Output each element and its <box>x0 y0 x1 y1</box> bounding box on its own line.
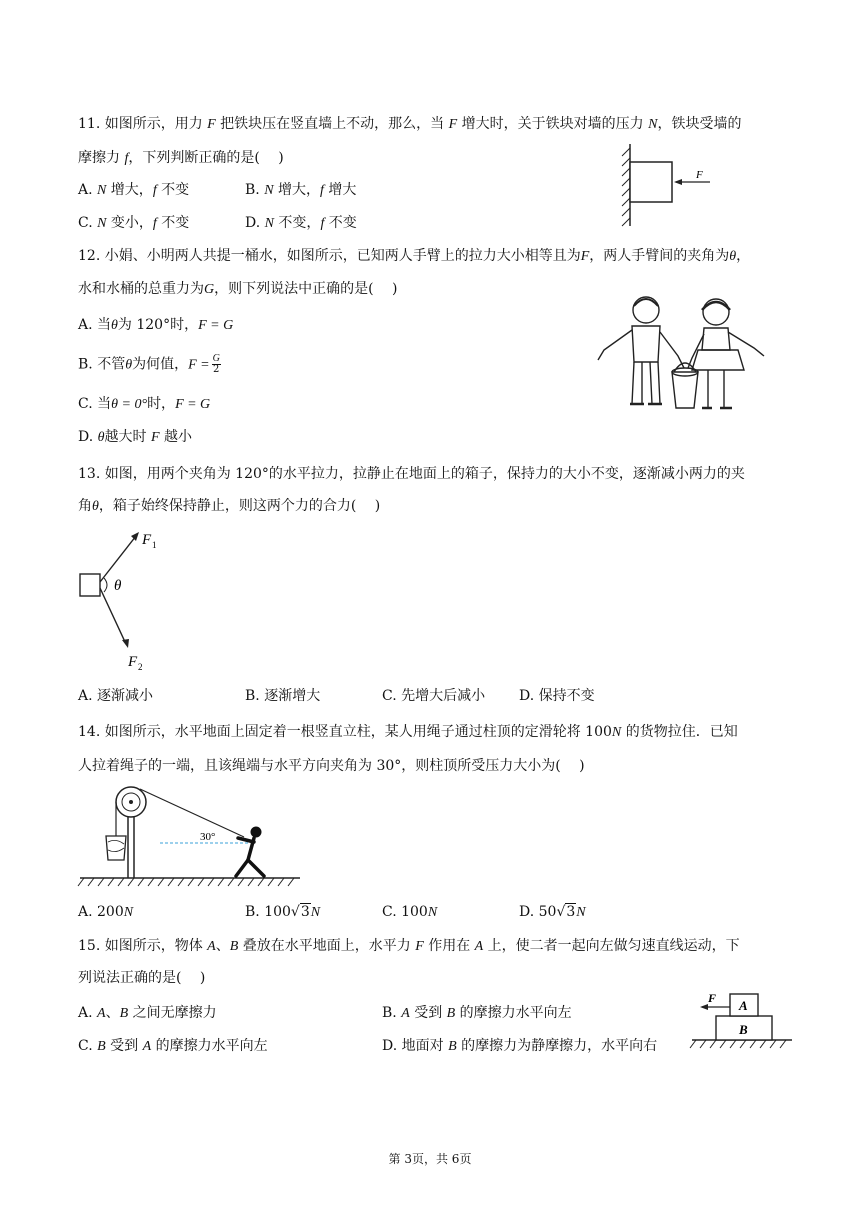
q15-figure-a: A <box>739 998 748 1013</box>
q13-option-c[interactable]: C. 先增大后减小 <box>382 688 486 704</box>
q12-stem-line2: 水和水桶的总重力为G，则下列说法中正确的是( ) <box>78 281 398 297</box>
q13-figure-f1-sub: 1 <box>152 540 157 550</box>
q13-figure-box-forces <box>76 526 186 676</box>
q15-figure-b: B <box>739 1022 748 1037</box>
q13-figure-theta: θ <box>114 578 122 594</box>
q12-fraction-g-over-2: $\frac{G}{2}$ <box>212 353 220 375</box>
q14-option-c[interactable]: C. 100N <box>382 904 438 920</box>
q15-option-a[interactable]: A. A、B 之间无摩擦力 <box>78 1005 217 1021</box>
q12-option-c[interactable]: C. 当θ = 0°时，F = G <box>78 396 211 412</box>
q12-option-a[interactable]: A. 当θ为 120°时，F = G <box>78 317 234 333</box>
q15-option-b[interactable]: B. A 受到 B 的摩擦力水平向左 <box>382 1005 572 1021</box>
q14-option-d[interactable]: D. 50√3N <box>519 904 586 920</box>
q13-figure-f2-sub: 2 <box>138 662 143 672</box>
q11-stem-line2: 摩擦力 f，下列判断正确的是( ) <box>78 150 284 166</box>
q13-figure-f2: F <box>128 654 138 670</box>
q11-figure-wall-block <box>616 140 726 230</box>
q11-option-a[interactable]: A. N 增大，f 不变 <box>78 182 190 198</box>
q15-figure-f: F <box>708 991 717 1005</box>
q15-stem-line2: 列说法正确的是( ) <box>78 970 206 986</box>
q13-stem-line1: 13. 如图，用两个夹角为 120°的水平拉力，拉静止在地面上的箱子，保持力的大小不变，逐渐减小两力的夹 <box>78 466 745 482</box>
q13-option-a[interactable]: A. 逐渐减小 <box>78 688 154 704</box>
q13-figure-f1: F <box>142 532 152 548</box>
q14-stem-line2: 人拉着绳子的一端，且该绳端与水平方向夹角为 30°，则柱顶所受压力大小为( ) <box>78 758 585 774</box>
q15-stem-line1: 15. 如图所示，物体 A、B 叠放在水平地面上，水平力 F 作用在 A 上，使二者一起向左做匀速直线运动，下 <box>78 938 740 954</box>
q15-option-c[interactable]: C. B 受到 A 的摩擦力水平向左 <box>78 1038 268 1054</box>
q12-figure-two-kids-bucket <box>594 292 770 422</box>
q13-option-b[interactable]: B. 逐渐增大 <box>245 688 321 704</box>
q12-option-d[interactable]: D. θ越大时 F 越小 <box>78 429 192 445</box>
q14-stem-line1: 14. 如图所示，水平地面上固定着一根竖直立柱，某人用绳子通过柱顶的定滑轮将 100N 的货物拉住．已知 <box>78 724 738 740</box>
q11-figure-label-f: F <box>696 169 703 181</box>
q12-option-b[interactable]: B. 不管θ为何值，F = $\frac{G}{2}$ <box>78 353 220 375</box>
q11-option-c[interactable]: C. N 变小，f 不变 <box>78 215 190 231</box>
q14-option-b[interactable]: B. 100√3N <box>245 904 321 920</box>
q12-stem-line1: 12. 小娟、小明两人共提一桶水，如图所示，已知两人手臂上的拉力大小相等且为F，两人手臂间的夹角为θ， <box>78 248 751 264</box>
q11-option-d[interactable]: D. N 不变，f 不变 <box>245 215 357 231</box>
q11-stem-line1: 11. 如图所示，用力 F 把铁块压在竖直墙上不动，那么，当 F 增大时，关于铁块对墙的压力 N，铁块受墙的 <box>78 116 742 132</box>
q11-option-b[interactable]: B. N 增大，f 增大 <box>245 182 357 198</box>
q13-option-d[interactable]: D. 保持不变 <box>519 688 595 704</box>
q15-figure-stacked-blocks <box>688 988 794 1052</box>
q14-figure-angle: 30° <box>200 831 216 843</box>
q14-figure-pulley <box>78 784 304 888</box>
q13-stem-line2: 角θ，箱子始终保持静止，则这两个力的合力( ) <box>78 498 381 514</box>
q15-option-d[interactable]: D. 地面对 B 的摩擦力为静摩擦力，水平向右 <box>382 1038 658 1054</box>
page-footer: 第 3页，共 6页 <box>388 1152 472 1166</box>
q14-option-a[interactable]: A. 200N <box>78 904 134 920</box>
